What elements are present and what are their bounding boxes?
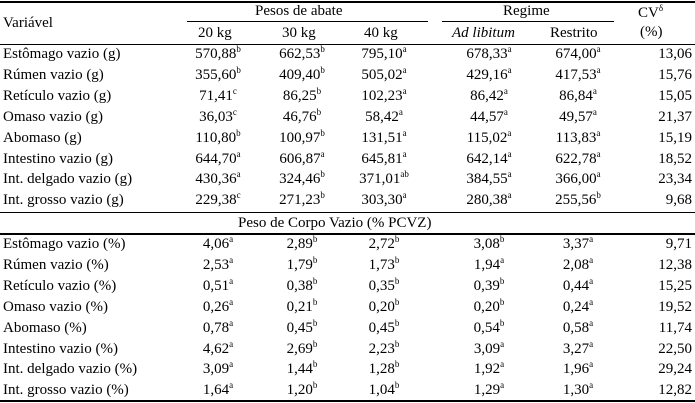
significance-letter: a <box>229 380 234 391</box>
organ-weight-value <box>361 150 406 168</box>
organ-percent-value <box>474 319 505 337</box>
significance-letter: a <box>507 64 512 75</box>
significance-letter: b <box>236 44 241 54</box>
significance-letter: a <box>500 338 505 349</box>
organ-weight-value <box>279 66 325 84</box>
organ-weight-label: Intestino vazio (g) <box>3 150 113 167</box>
value-number: 113,83 <box>555 129 597 146</box>
significance-letter: a <box>402 85 407 96</box>
significance-letter: a <box>507 44 512 54</box>
value-number: 1,30 <box>562 382 590 399</box>
value-number: 324,46 <box>279 171 321 188</box>
organ-weight-cv: 13,06 <box>658 46 692 62</box>
significance-letter: a <box>589 359 594 370</box>
value-number: 0,54 <box>473 319 500 336</box>
organ-percent-value <box>287 298 318 316</box>
significance-letter: b <box>312 317 318 328</box>
value-number: 1,28 <box>368 361 395 378</box>
value-number: 606,87 <box>279 150 321 167</box>
value-number: 110,80 <box>195 129 237 146</box>
organ-weight-cv: 21,37 <box>658 108 692 125</box>
organ-percent-value <box>563 277 593 295</box>
significance-letter: b <box>499 296 505 307</box>
section-top-rule <box>0 212 695 213</box>
value-number: 2,53 <box>202 256 230 273</box>
value-number: 46,76 <box>282 108 317 125</box>
organ-weight-value <box>559 108 597 126</box>
value-number: 4,62 <box>202 340 230 357</box>
significance-letter: a <box>589 254 594 265</box>
value-number: 678,33 <box>466 46 508 62</box>
organ-percent-value <box>474 381 504 399</box>
value-number: 100,97 <box>279 129 321 146</box>
organ-weight-value <box>466 150 511 168</box>
table-top-rule <box>0 1 695 3</box>
organ-percent-cv: 11,74 <box>658 319 692 336</box>
pesos-header-rule <box>187 21 428 22</box>
significance-letter: a <box>589 380 594 391</box>
value-number: 0,51 <box>202 277 230 294</box>
header-cv-superscript: δ <box>658 3 664 13</box>
significance-letter: a <box>596 127 601 138</box>
significance-letter: a <box>596 64 601 75</box>
significance-letter: a <box>402 64 407 75</box>
significance-letter: b <box>499 317 505 328</box>
organ-weight-value <box>555 150 600 168</box>
organ-percent-cv: 12,38 <box>658 256 692 273</box>
significance-letter: b <box>312 359 318 370</box>
value-number: 229,38 <box>195 192 237 209</box>
organ-weight-value <box>195 191 240 209</box>
value-number: 0,58 <box>562 319 590 336</box>
organ-percent-value <box>474 277 505 295</box>
value-number: 1,96 <box>562 361 590 378</box>
organ-weight-value <box>555 170 600 188</box>
organ-weight-label: Int. delgado vazio (g) <box>3 171 133 188</box>
significance-letter: a <box>229 338 234 349</box>
significance-letter: a <box>596 169 601 180</box>
significance-letter: a <box>592 106 597 117</box>
organ-weight-cv: 15,05 <box>658 87 692 104</box>
significance-letter: b <box>312 296 318 307</box>
organ-weight-value <box>555 45 600 63</box>
significance-letter: b <box>394 275 400 286</box>
significance-letter: b <box>320 64 325 75</box>
value-number: 102,23 <box>361 87 403 104</box>
significance-letter: a <box>402 190 407 201</box>
organ-percent-value <box>287 360 318 378</box>
organ-weight-value <box>195 45 241 63</box>
value-number: 0,26 <box>202 298 230 315</box>
organ-percent-value <box>369 277 400 295</box>
organ-weight-value <box>279 45 325 63</box>
organ-percent-value <box>287 235 318 253</box>
significance-letter: c <box>236 190 241 201</box>
value-number: 409,40 <box>279 66 321 83</box>
header-restrito: Restrito <box>550 25 598 41</box>
significance-letter: a <box>500 380 505 391</box>
value-number: 644,70 <box>195 150 237 167</box>
significance-letter: b <box>499 234 505 244</box>
organ-weight-value <box>361 66 406 84</box>
header-ad-libitum: Ad libitum <box>452 25 515 41</box>
organ-percent-value <box>369 340 400 358</box>
value-number: 86,25 <box>282 87 317 104</box>
value-number: 1,79 <box>286 256 313 273</box>
value-number: 1,94 <box>473 256 501 273</box>
organ-percent-value <box>474 235 505 253</box>
organ-weight-cv: 15,19 <box>658 129 692 146</box>
header-30kg: 30 kg <box>282 25 316 41</box>
organ-weight-value <box>556 129 601 147</box>
value-number: 0,45 <box>286 319 313 336</box>
value-number: 371,01 <box>359 171 401 188</box>
value-number: 280,38 <box>466 192 508 209</box>
significance-letter: b <box>320 127 325 138</box>
header-cv-unit: (%) <box>640 24 663 40</box>
value-number: 4,06 <box>202 236 230 252</box>
organ-weight-value <box>195 129 240 147</box>
organ-percent-label: Int. grosso vazio (%) <box>3 382 129 399</box>
value-number: 0,38 <box>286 277 313 294</box>
significance-letter: a <box>596 44 601 54</box>
organ-weight-value <box>555 191 601 209</box>
organ-percent-value <box>369 360 400 378</box>
significance-letter: a <box>398 106 403 117</box>
organ-percent-label: Omaso vazio (%) <box>3 298 108 315</box>
significance-letter: a <box>229 254 234 265</box>
significance-letter: a <box>402 44 407 54</box>
value-number: 0,44 <box>562 277 590 294</box>
organ-weight-value <box>283 108 321 126</box>
significance-letter: b <box>320 44 325 54</box>
value-number: 417,53 <box>555 66 597 83</box>
organ-weight-value <box>365 108 403 126</box>
value-number: 0,24 <box>562 298 590 315</box>
significance-letter: b <box>316 85 322 96</box>
significance-letter: a <box>507 127 512 138</box>
organ-percent-label: Abomaso (%) <box>3 319 87 336</box>
value-number: 505,02 <box>361 66 403 83</box>
value-number: 49,57 <box>559 108 593 125</box>
significance-letter: b <box>394 296 400 307</box>
organ-percent-cv: 19,52 <box>658 298 692 315</box>
organ-weight-value <box>361 87 406 105</box>
significance-letter: b <box>394 359 400 370</box>
value-number: 44,57 <box>470 108 504 125</box>
organ-percent-cv: 15,25 <box>658 277 692 294</box>
value-number: 1,44 <box>286 361 313 378</box>
value-number: 3,37 <box>562 236 590 252</box>
organ-percent-value <box>287 340 318 358</box>
value-number: 271,23 <box>279 192 321 209</box>
value-number: 0,21 <box>286 298 313 315</box>
value-number: 3,27 <box>562 340 590 357</box>
value-number: 429,16 <box>466 66 508 83</box>
significance-letter: a <box>236 148 241 159</box>
value-number: 303,30 <box>361 192 403 209</box>
significance-letter: a <box>500 254 505 265</box>
organ-weight-value <box>361 191 406 209</box>
organ-percent-value <box>369 256 400 274</box>
organ-percent-value <box>203 319 233 337</box>
significance-letter: a <box>229 234 234 244</box>
organ-weight-value <box>466 170 511 188</box>
organ-weight-label: Retículo vazio (g) <box>3 87 112 104</box>
organ-weight-value <box>195 66 241 84</box>
value-number: 366,00 <box>555 171 597 188</box>
organ-weight-cv: 15,76 <box>658 66 692 83</box>
significance-letter: b <box>394 317 400 328</box>
value-number: 674,00 <box>555 46 597 62</box>
value-number: 642,14 <box>466 150 508 167</box>
value-number: 384,55 <box>466 171 508 188</box>
significance-letter: b <box>236 64 241 75</box>
organ-weight-value <box>361 129 406 147</box>
significance-letter: a <box>229 359 234 370</box>
value-number: 2,69 <box>286 340 313 357</box>
significance-letter: a <box>229 296 234 307</box>
value-number: 1,20 <box>286 382 313 399</box>
organ-percent-value <box>287 319 318 337</box>
organ-weight-value <box>199 87 237 105</box>
significance-letter: ab <box>400 169 409 180</box>
organ-weight-value <box>279 191 325 209</box>
organ-percent-value <box>287 256 318 274</box>
organ-weight-label: Omaso vazio (g) <box>3 108 103 125</box>
value-number: 71,41 <box>199 87 233 104</box>
organ-percent-value <box>287 381 318 399</box>
organ-weight-value <box>195 170 240 188</box>
significance-letter: b <box>312 254 318 265</box>
organ-percent-label: Retículo vazio (%) <box>3 277 117 294</box>
value-number: 1,64 <box>202 382 230 399</box>
value-number: 1,29 <box>473 382 501 399</box>
significance-letter: a <box>589 275 594 286</box>
regime-header-rule <box>442 21 614 22</box>
significance-letter: a <box>229 275 234 286</box>
significance-letter: a <box>596 148 601 159</box>
organ-weight-value <box>470 87 508 105</box>
value-number: 3,09 <box>473 340 501 357</box>
organ-percent-value <box>203 277 233 295</box>
value-number: 0,39 <box>473 277 500 294</box>
significance-letter: b <box>236 127 241 138</box>
value-number: 0,20 <box>368 298 395 315</box>
organ-percent-label: Estômago vazio (%) <box>3 236 126 252</box>
significance-letter: b <box>394 234 400 244</box>
table-bottom-rule <box>0 400 695 402</box>
significance-letter: b <box>320 169 325 180</box>
organ-weight-cv: 23,34 <box>658 171 692 188</box>
significance-letter: a <box>589 338 594 349</box>
significance-letter: a <box>592 85 597 96</box>
organ-percent-cv: 22,50 <box>658 340 692 357</box>
organ-weight-label: Estômago vazio (g) <box>3 46 121 62</box>
organ-percent-value <box>563 319 593 337</box>
value-number: 0,78 <box>202 319 230 336</box>
organ-percent-value <box>563 360 593 378</box>
organ-percent-value <box>203 360 233 378</box>
organ-percent-value <box>287 277 318 295</box>
organ-percent-value <box>563 340 593 358</box>
section2-title: Peso de Corpo Vazio (% PCVZ) <box>238 215 432 231</box>
organ-weight-value <box>559 87 597 105</box>
organ-percent-value <box>203 235 233 253</box>
organ-percent-value <box>474 340 504 358</box>
significance-letter: a <box>503 85 508 96</box>
organ-percent-value <box>203 298 233 316</box>
significance-letter: b <box>499 275 505 286</box>
significance-letter: a <box>589 296 594 307</box>
header-pesos-de-abate: Pesos de abate <box>255 3 343 19</box>
significance-letter: b <box>394 338 400 349</box>
organ-percent-value <box>563 256 593 274</box>
organ-percent-cv: 9,71 <box>665 236 692 252</box>
organ-percent-value <box>203 256 233 274</box>
value-number: 2,23 <box>368 340 395 357</box>
significance-letter: a <box>402 148 407 159</box>
value-number: 0,45 <box>368 319 395 336</box>
value-number: 795,10 <box>361 46 403 62</box>
organ-percent-value <box>474 256 504 274</box>
significance-letter: b <box>312 275 318 286</box>
value-number: 255,56 <box>555 192 597 209</box>
header-variavel: Variável <box>3 15 53 31</box>
organ-weight-value <box>466 66 511 84</box>
value-number: 430,36 <box>195 171 237 188</box>
organ-percent-value <box>203 381 233 399</box>
value-number: 645,81 <box>361 150 403 167</box>
organ-weight-value <box>466 191 511 209</box>
significance-letter: b <box>394 380 400 391</box>
value-number: 131,51 <box>361 129 403 146</box>
value-number: 1,92 <box>473 361 501 378</box>
organ-percent-value <box>474 298 505 316</box>
significance-letter: b <box>312 234 318 244</box>
value-number: 1,04 <box>368 382 395 399</box>
organ-percent-value <box>369 319 400 337</box>
header-regime: Regime <box>503 3 550 19</box>
significance-letter: b <box>312 338 318 349</box>
organ-weight-label: Int. grosso vazio (g) <box>3 192 124 209</box>
value-number: 2,08 <box>562 256 590 273</box>
header-cv <box>638 4 663 22</box>
organ-weight-value <box>470 108 508 126</box>
organ-weight-value <box>555 66 600 84</box>
significance-letter: a <box>503 106 508 117</box>
value-number: 355,60 <box>195 66 237 83</box>
significance-letter: b <box>312 380 318 391</box>
organ-weight-cv: 9,68 <box>665 192 692 209</box>
header-20kg: 20 kg <box>198 25 232 41</box>
value-number: 36,03 <box>199 108 233 125</box>
significance-letter: a <box>507 169 512 180</box>
organ-weight-value <box>361 45 406 63</box>
significance-letter: a <box>236 169 241 180</box>
organ-percent-value <box>563 298 593 316</box>
value-number: 662,53 <box>279 46 321 62</box>
significance-letter: a <box>589 317 594 328</box>
significance-letter: a <box>589 234 594 244</box>
significance-letter: a <box>402 127 407 138</box>
organ-weight-value <box>466 45 511 63</box>
significance-letter: b <box>320 190 325 201</box>
significance-letter: c <box>232 85 237 96</box>
value-number: 58,42 <box>365 108 399 125</box>
value-number: 622,78 <box>555 150 597 167</box>
organ-percent-value <box>369 381 400 399</box>
value-number: 115,02 <box>466 129 508 146</box>
organ-percent-value <box>203 340 233 358</box>
significance-letter: a <box>507 148 512 159</box>
organ-weight-value <box>279 129 325 147</box>
organ-weight-value <box>199 108 237 126</box>
value-number: 0,35 <box>368 277 395 294</box>
organ-percent-label: Intestino vazio (%) <box>3 340 118 357</box>
organ-percent-cv: 12,82 <box>658 382 692 399</box>
organ-weight-value <box>195 150 240 168</box>
significance-letter: a <box>500 359 505 370</box>
value-number: 1,73 <box>368 256 395 273</box>
value-number: 2,89 <box>286 236 313 252</box>
significance-letter: a <box>320 148 325 159</box>
significance-letter: b <box>394 254 400 265</box>
organ-percent-cv: 29,24 <box>658 361 692 378</box>
organ-weight-label: Rúmen vazio (g) <box>3 66 104 83</box>
value-number: 570,88 <box>195 46 237 62</box>
organ-weight-label: Abomaso (g) <box>3 129 82 146</box>
value-number: 3,08 <box>473 236 500 252</box>
organ-percent-value <box>563 381 593 399</box>
organ-weight-value <box>279 150 324 168</box>
organ-percent-label: Rúmen vazio (%) <box>3 256 109 273</box>
significance-letter: c <box>232 106 237 117</box>
organ-percent-value <box>474 360 504 378</box>
significance-letter: b <box>596 190 601 201</box>
significance-letter: a <box>507 190 512 201</box>
organ-percent-label: Int. delgado vazio (%) <box>3 361 138 378</box>
organ-percent-value <box>563 235 593 253</box>
value-number: 86,42 <box>470 87 504 104</box>
organ-percent-value <box>369 298 400 316</box>
value-number: 3,09 <box>202 361 230 378</box>
value-number: 86,84 <box>559 87 593 104</box>
value-number: 0,20 <box>473 298 500 315</box>
value-number: 2,72 <box>368 236 395 252</box>
organ-percent-value <box>369 235 400 253</box>
organ-weight-value <box>279 170 325 188</box>
organ-weight-value <box>283 87 321 105</box>
organ-weight-cv: 18,52 <box>658 150 692 167</box>
organ-weight-value <box>467 129 512 147</box>
significance-letter: a <box>229 317 234 328</box>
header-cv-label: CV <box>638 5 659 21</box>
significance-letter: b <box>316 106 322 117</box>
header-40kg: 40 kg <box>364 25 398 41</box>
organ-weight-value <box>359 170 409 188</box>
